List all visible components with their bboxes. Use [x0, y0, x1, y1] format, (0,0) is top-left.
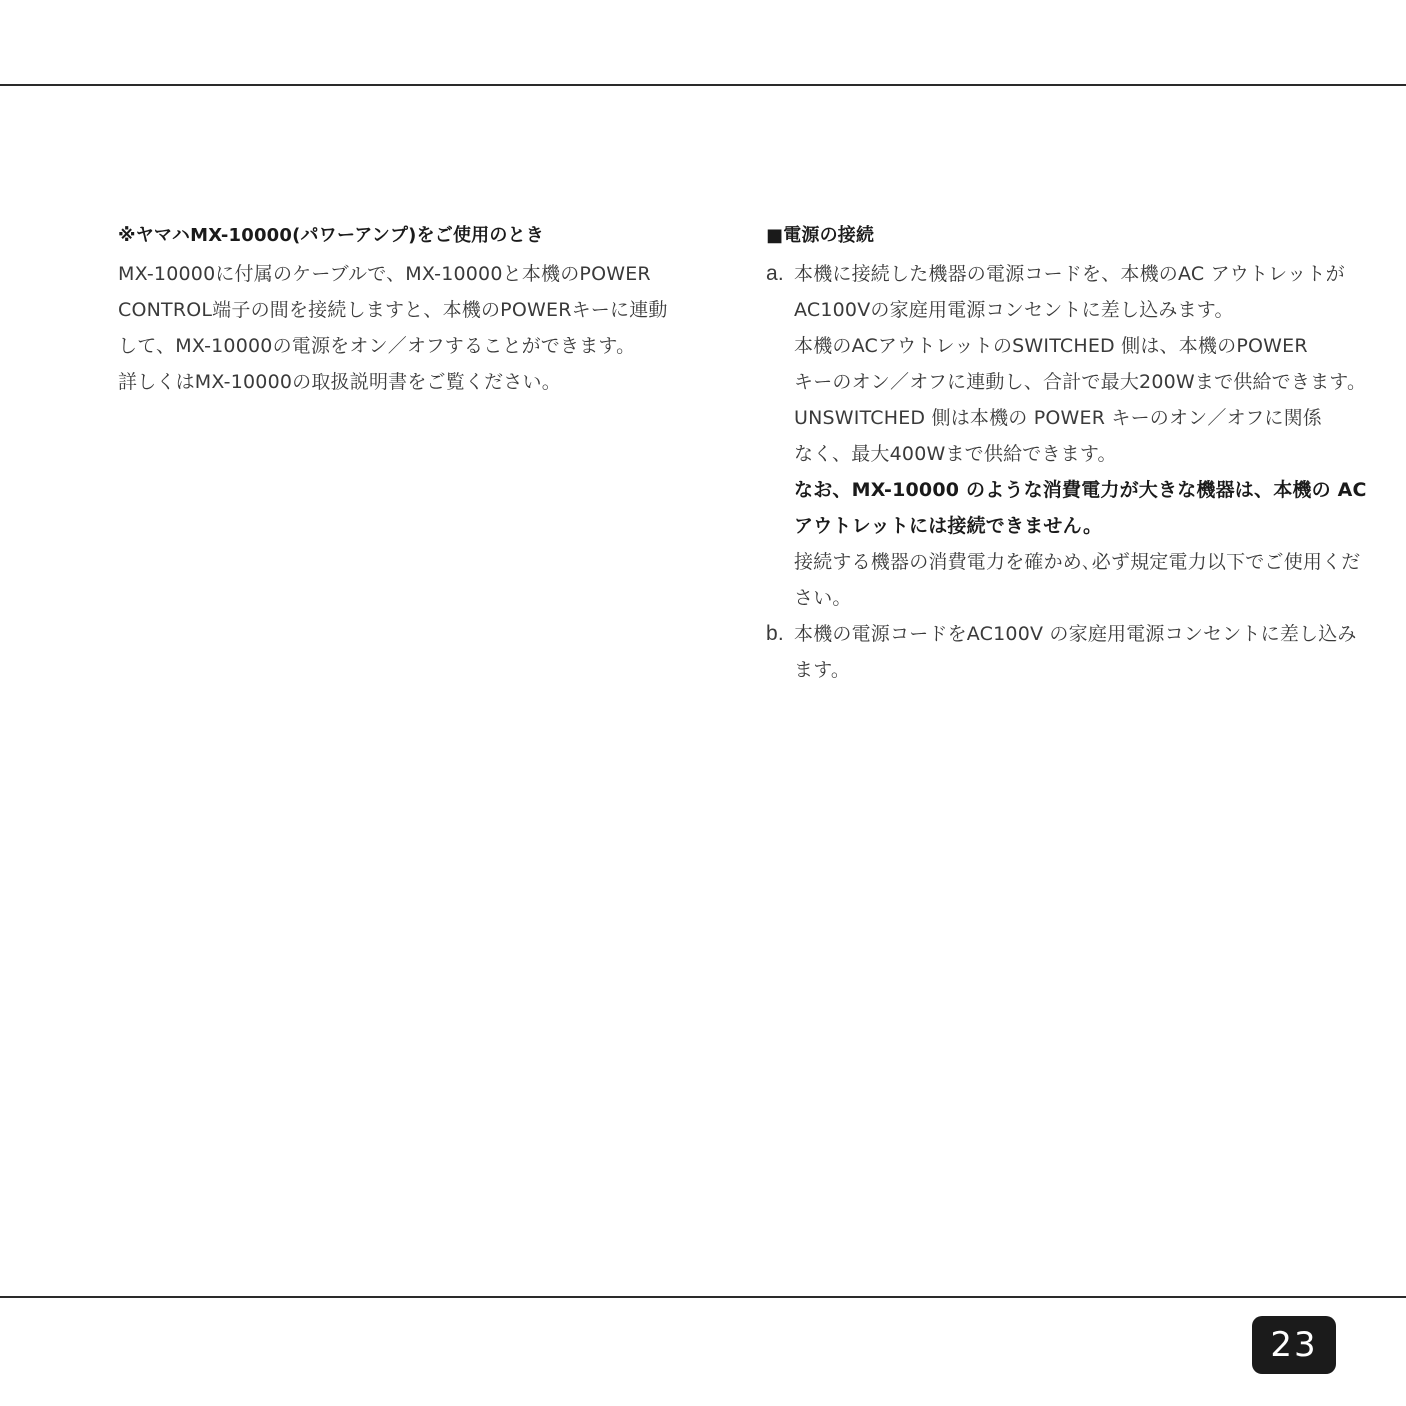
warning-line: なお、MX-10000 のような消費電力が大きな機器は、本機の AC — [794, 479, 1367, 501]
item-a-line: なく、最大400Wまで供給できます。 — [794, 443, 1117, 465]
paragraph-line: CONTROL端子の間を接続しますと、本機のPOWERキーに連動 — [118, 299, 668, 321]
paragraph-line: MX-10000に付属のケーブルで、MX-10000と本機のPOWER — [118, 263, 651, 285]
item-a-line: 接続する機器の消費電力を確かめ､必ず規定電力以下でご使用くだ — [794, 551, 1361, 573]
item-a-line — [766, 256, 1346, 292]
item-b-marker: b. — [766, 622, 784, 645]
item-a-line: 本機のACアウトレットのSWITCHED 側は、本機のPOWER — [794, 335, 1308, 357]
item-a-line: AC100Vの家庭用電源コンセントに差し込みます。 — [794, 299, 1234, 321]
power-connection-heading: ■電源の接続 — [766, 225, 875, 246]
mx10000-note-section — [118, 222, 698, 400]
bottom-rule — [0, 1296, 1406, 1298]
paragraph-line: して、MX-10000の電源をオン／オフすることができます。 — [118, 335, 636, 357]
item-a-line: さい。 — [794, 587, 852, 609]
item-a-marker: a. — [766, 262, 784, 285]
item-a-text: 本機に接続した機器の電源コードを、本機のAC アウトレットが — [794, 263, 1345, 285]
item-b-text: 本機の電源コードをAC100V の家庭用電源コンセントに差し込み — [794, 623, 1357, 645]
item-b-line — [766, 616, 1357, 652]
item-b-line: ます。 — [794, 659, 851, 681]
mx10000-note-heading: ※ヤマハMX-10000(パワーアンプ)をご使用のとき — [118, 225, 544, 246]
warning-line: アウトレットには接続できません。 — [794, 515, 1103, 537]
item-a-line: キーのオン／オフに連動し、合計で最大200Wまで供給できます。 — [794, 371, 1367, 393]
paragraph-line: 詳しくはMX-10000の取扱説明書をご覧ください。 — [118, 371, 561, 393]
item-a-line: UNSWITCHED 側は本機の POWER キーのオン／オフに関係 — [794, 407, 1323, 429]
top-rule — [0, 84, 1406, 86]
power-connection-section — [766, 222, 1367, 688]
page-number-badge: 23 — [1252, 1316, 1336, 1374]
